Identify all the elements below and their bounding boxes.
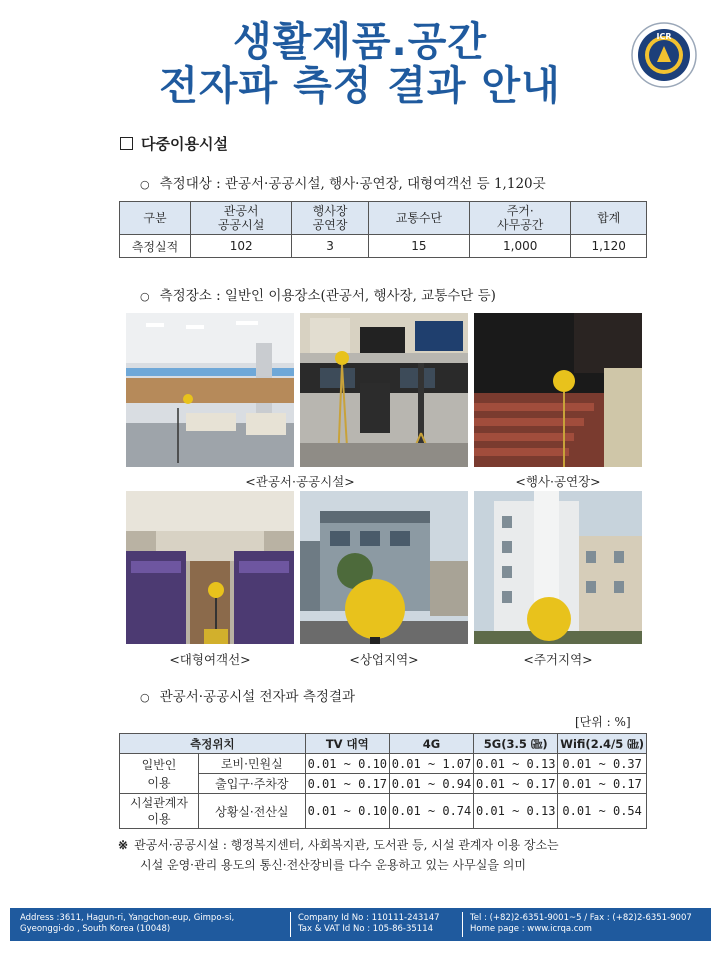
result-group-staff: 시설관계자 이용: [120, 794, 199, 829]
bullet-result: [140, 685, 355, 705]
footer-tax-id: Tax & VAT Id No : 105-86-35114: [298, 924, 434, 934]
target-cell: 1,000: [470, 235, 571, 258]
note-mark: ※: [118, 838, 129, 852]
result-cell: 0.01 ~ 0.17: [305, 774, 389, 794]
caption-ship: <대형여객선>: [169, 652, 251, 667]
photo-event-hall: [474, 313, 642, 467]
result-cell: 0.01 ~ 0.10: [305, 794, 389, 829]
photo-residential: [474, 491, 642, 644]
footer-address-line2: Gyeonggi-do , South Korea (10048): [20, 924, 171, 934]
section-checkbox-icon: [120, 137, 133, 150]
target-header: 관공서 공공시설: [191, 202, 292, 235]
logo-text: ICR: [656, 32, 672, 41]
result-cell: 0.01 ~ 0.13: [474, 794, 558, 829]
photo-control-room: [300, 313, 468, 467]
photo-commercial: [300, 491, 468, 644]
result-cell: 0.01 ~ 0.74: [389, 794, 473, 829]
result-cell: 0.01 ~ 1.07: [389, 754, 473, 774]
result-header: TV 대역: [305, 734, 389, 754]
target-header: 교통수단: [368, 202, 469, 235]
result-place: 출입구·주차장: [199, 774, 306, 794]
bullet-circle-icon: ○: [140, 691, 150, 704]
footer-divider: [462, 912, 463, 937]
result-cell: 0.01 ~ 0.94: [389, 774, 473, 794]
icr-logo: [631, 22, 697, 88]
page-title-line2: 전자파 측정 결과 안내: [159, 63, 561, 109]
target-header: 합계: [571, 202, 647, 235]
result-cell: 0.01 ~ 0.37: [558, 754, 647, 774]
footer-tel: Tel : (+82)2-6351-9001~5 / Fax : (+82)2-6351-9007: [470, 913, 692, 923]
result-header: Wifi(2.4/5 ㎓): [558, 734, 647, 754]
result-cell: 0.01 ~ 0.10: [305, 754, 389, 774]
caption-public: <관공서·공공시설>: [245, 474, 355, 489]
target-row-label: 측정실적: [120, 235, 191, 258]
result-group-public: 일반인 이용: [120, 754, 199, 794]
target-cell: 102: [191, 235, 292, 258]
bullet-result-text: 관공서·공공시설 전자파 측정결과: [159, 689, 356, 705]
footer-company-id: Company Id No : 110111-243147: [298, 913, 440, 923]
footer-contact: [470, 913, 692, 935]
note-line2: 시설 운영·관리 용도의 통신·전산장비를 다수 운용하고 있는 사무실을 의미: [140, 858, 526, 872]
footer-bar: [10, 908, 711, 941]
result-header: 4G: [389, 734, 473, 754]
target-table: [119, 201, 647, 258]
target-cell: 1,120: [571, 235, 647, 258]
caption-residential: <주거지역>: [523, 652, 593, 667]
footer-company: [298, 913, 440, 935]
result-header: 5G(3.5 ㎓): [474, 734, 558, 754]
result-place: 상황실·전산실: [199, 794, 306, 829]
target-cell: 3: [292, 235, 369, 258]
result-place: 로비·민원실: [199, 754, 306, 774]
caption-event: <행사·공연장>: [515, 474, 601, 489]
footer-address: [20, 913, 234, 935]
unit-label: [단위 : %]: [575, 715, 631, 729]
bullet-target: [140, 172, 546, 192]
result-cell: 0.01 ~ 0.17: [474, 774, 558, 794]
footnote: [118, 835, 658, 875]
result-table: [119, 733, 647, 829]
caption-commercial: <상업지역>: [349, 652, 419, 667]
result-header: 측정위치: [120, 734, 306, 754]
bullet-location: [140, 284, 496, 304]
section-heading-text: 다중이용시설: [141, 135, 228, 153]
note-line1: 관공서·공공시설 : 행정복지센터, 사회복지관, 도서관 등, 시설 관계자 이용 장소는: [134, 838, 559, 852]
bullet-target-text: 측정대상 : 관공서·공공시설, 행사·공연장, 대형여객선 등 1,120곳: [159, 176, 546, 192]
footer-homepage[interactable]: Home page : www.icrqa.com: [470, 924, 592, 934]
target-cell: 15: [368, 235, 469, 258]
target-header: 주거· 사무공간: [470, 202, 571, 235]
bullet-circle-icon: ○: [140, 178, 150, 191]
photo-public-office: [126, 313, 294, 467]
page-title-line1: 생활제품.공간: [232, 19, 488, 65]
target-header: 구분: [120, 202, 191, 235]
target-header: 행사장 공연장: [292, 202, 369, 235]
result-cell: 0.01 ~ 0.17: [558, 774, 647, 794]
result-cell: 0.01 ~ 0.54: [558, 794, 647, 829]
footer-divider: [290, 912, 291, 937]
footer-address-line1: Address :3611, Hagun-ri, Yangchon-eup, Gimpo-si,: [20, 913, 235, 923]
bullet-circle-icon: ○: [140, 290, 150, 303]
bullet-location-text: 측정장소 : 일반인 이용장소(관공서, 행사장, 교통수단 등): [159, 288, 496, 304]
result-cell: 0.01 ~ 0.13: [474, 754, 558, 774]
section-heading: [120, 133, 228, 154]
photo-ship: [126, 491, 294, 644]
